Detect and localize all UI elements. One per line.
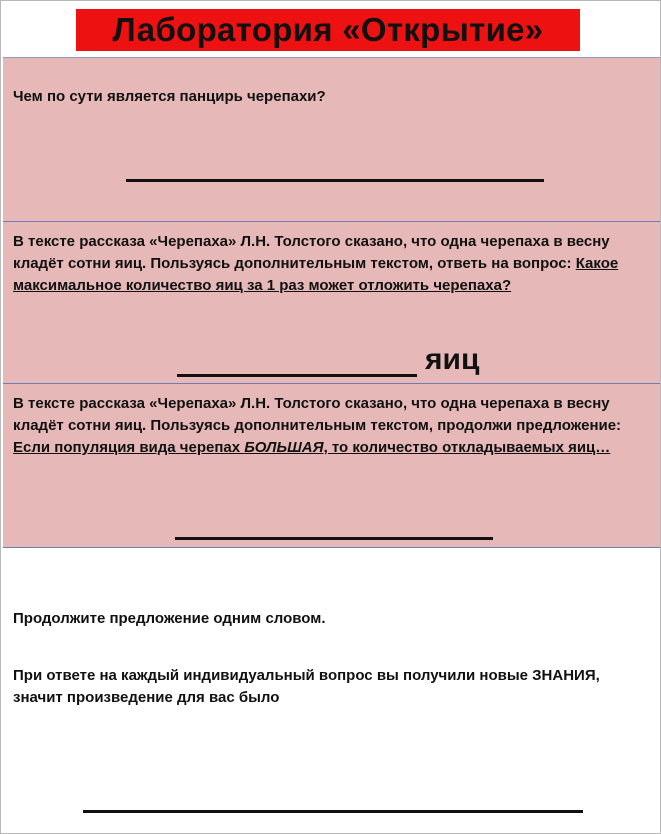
- question-2-intro: В тексте рассказа «Черепаха» Л.Н. Толстого сказано, что одна черепаха в весну кладёт сотни яиц. Пользуясь дополнительным текстом, ответь на вопрос:: [13, 233, 610, 272]
- question-block-2: [3, 221, 660, 383]
- question-2-text: [13, 231, 643, 297]
- question-block-3: [3, 383, 660, 547]
- answer-line-2[interactable]: [177, 374, 417, 377]
- question-block-4: [3, 547, 660, 833]
- answer-line-1[interactable]: [126, 179, 544, 182]
- question-3-text: [13, 393, 643, 459]
- question-4-instruction: Продолжите предложение одним словом.: [13, 610, 326, 627]
- question-3-statement-start: Если популяция вида черепах: [13, 439, 245, 456]
- question-block-1: [3, 57, 660, 221]
- answer-line-4[interactable]: [83, 810, 583, 813]
- page-title: Лаборатория «Открытие»: [112, 11, 544, 48]
- answer-line-3[interactable]: [175, 537, 493, 540]
- question-3-statement-end: , то количество откладываемых яиц…: [323, 439, 611, 456]
- question-3-statement: [13, 439, 610, 456]
- answer-unit-label: яиц: [425, 343, 480, 376]
- question-2-underlined: Какое максимальное количество яиц за 1 раз может отложить черепаха?: [13, 255, 619, 294]
- question-1-text: Чем по сути является панцирь черепахи?: [13, 88, 326, 105]
- question-3-intro: В тексте рассказа «Черепаха» Л.Н. Толстого сказано, что одна черепаха в весну кладёт сотни яиц. Пользуясь дополнительным текстом, продолжи предложение:: [13, 395, 622, 434]
- question-4-prompt: При ответе на каждый индивидуальный вопрос вы получили новые ЗНАНИЯ, значит произведение для вас было: [13, 667, 600, 706]
- title-banner: [76, 9, 580, 51]
- question-3-emphasis: БОЛЬШАЯ: [244, 439, 324, 456]
